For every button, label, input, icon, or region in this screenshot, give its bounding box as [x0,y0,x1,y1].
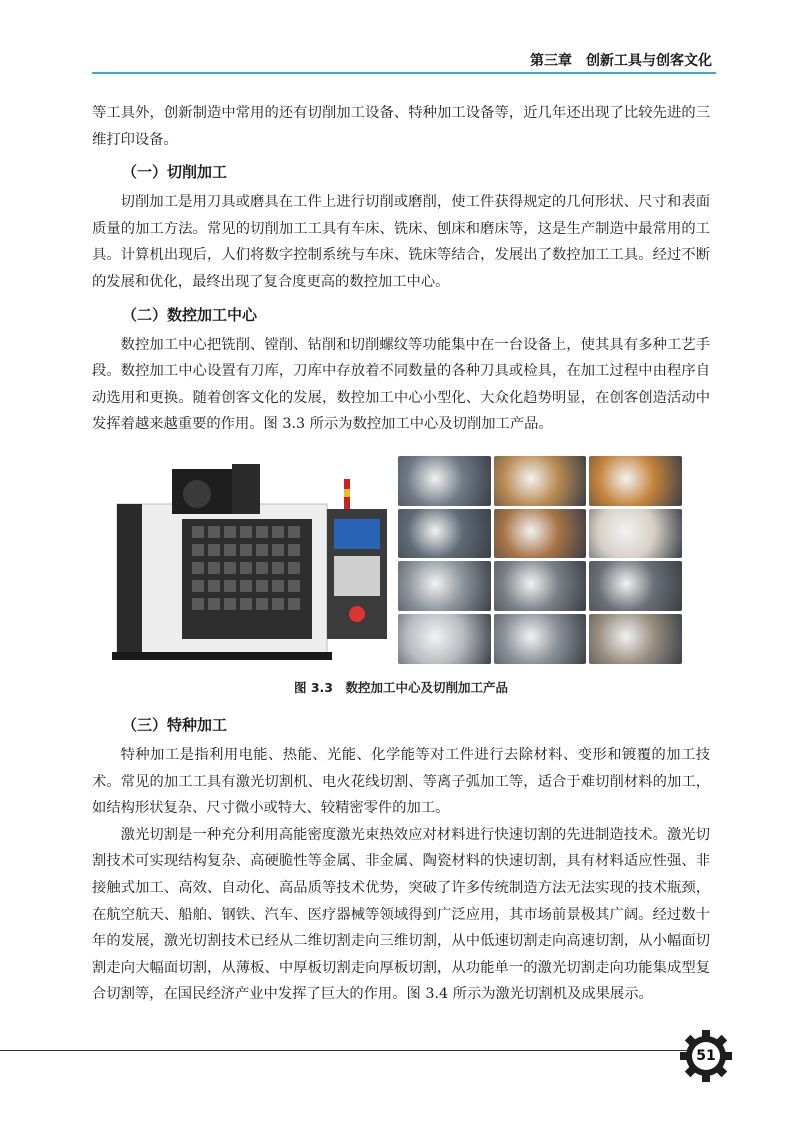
product-photo [589,561,682,611]
product-photo [398,456,491,506]
paragraph-special: 特种加工是指利用电能、热能、光能、化学能等对工件进行去除材料、变形和镀覆的加工技术。常见的加工工具有激光切割机、电火花线切割、等离子弧加工等，适合于难切削材料的加工，如结构形状复杂、尺寸微小或特大、较精密零件的加工。 [92,746,710,817]
chapter-title: 第三章 创新工具与创客文化 [530,53,712,69]
section-heading-special: （三）特种加工 [122,715,228,734]
products-photo-grid [398,456,682,664]
product-photo [589,614,682,664]
product-photo [589,509,682,559]
footer-rule [0,1050,690,1051]
paragraph-laser: 激光切割是一种充分利用高能密度激光束热效应对材料进行快速切割的先进制造技术。激光切割技术可实现结构复杂、高硬脆性等金属、非金属、陶瓷材料的快速切割，具有材料适应性强、非接触式加工、高效、自动化、高品质等技术优势，突破了许多传统制造方法无法实现的技术瓶颈，在航空航天、船舶、钢铁、汽车、医疗器械等领域得到广泛应用，其市场前景极其广阔。经过数十年的发展，激光切割技术已经从二维切割走向三维切割，从中低速切割走向高速切割，从小幅面切割走向大幅面切割，从薄板、中厚板切割走向厚板切割，从功能单一的激光切割走向功能集成型复合切割等，在国民经济产业中发挥了巨大的作用。图 3.4 所示为激光切割机及成果展示。 [92,826,710,1003]
product-photo [589,456,682,506]
figure-cnc-and-products [92,456,710,664]
header-rule [92,72,716,74]
page-number: 51 [696,1048,716,1064]
product-photo [494,509,587,559]
figure-caption: 图 3.3 数控加工中心及切削加工产品 [294,679,508,695]
page-content [92,100,710,1008]
product-photo [398,614,491,664]
product-photo [494,561,587,611]
cnc-machine-illustration [112,464,392,660]
product-photo [398,509,491,559]
product-photo [398,561,491,611]
section-heading-cutting: （一）切削加工 [122,163,228,182]
product-photo [494,456,587,506]
section-heading-cnc: （二）数控加工中心 [122,305,258,324]
product-photo [494,614,587,664]
paragraph-intro: 等工具外，创新制造中常用的还有切削加工设备、特种加工设备等，近几年还出现了比较先进的三维打印设备。 [92,105,710,148]
paragraph-cnc: 数控加工中心把铣削、镗削、钻削和切削螺纹等功能集中在一台设备上，使其具有多种工艺手段。数控加工中心设置有刀库，刀库中存放着不同数量的各种刀具或检具，在加工过程中由程序自动选用和更换。随着创客文化的发展，数控加工中心小型化、大众化趋势明显，在创客创造活动中发挥着越来越重要的作用。图 3.3 所示为数控加工中心及切削加工产品。 [92,336,710,433]
page-header [0,0,800,80]
paragraph-cutting: 切削加工是用刀具或磨具在工件上进行切削或磨削，使工件获得规定的几何形状、尺寸和表面质量的加工方法。常见的切削加工工具有车床、铣床、刨床和磨床等，这是生产制造中最常用的工具。计算机出现后，人们将数字控制系统与车床、铣床等结合，发展出了数控加工工具。经过不断的发展和优化，最终出现了复合度更高的数控加工中心。 [92,194,710,290]
